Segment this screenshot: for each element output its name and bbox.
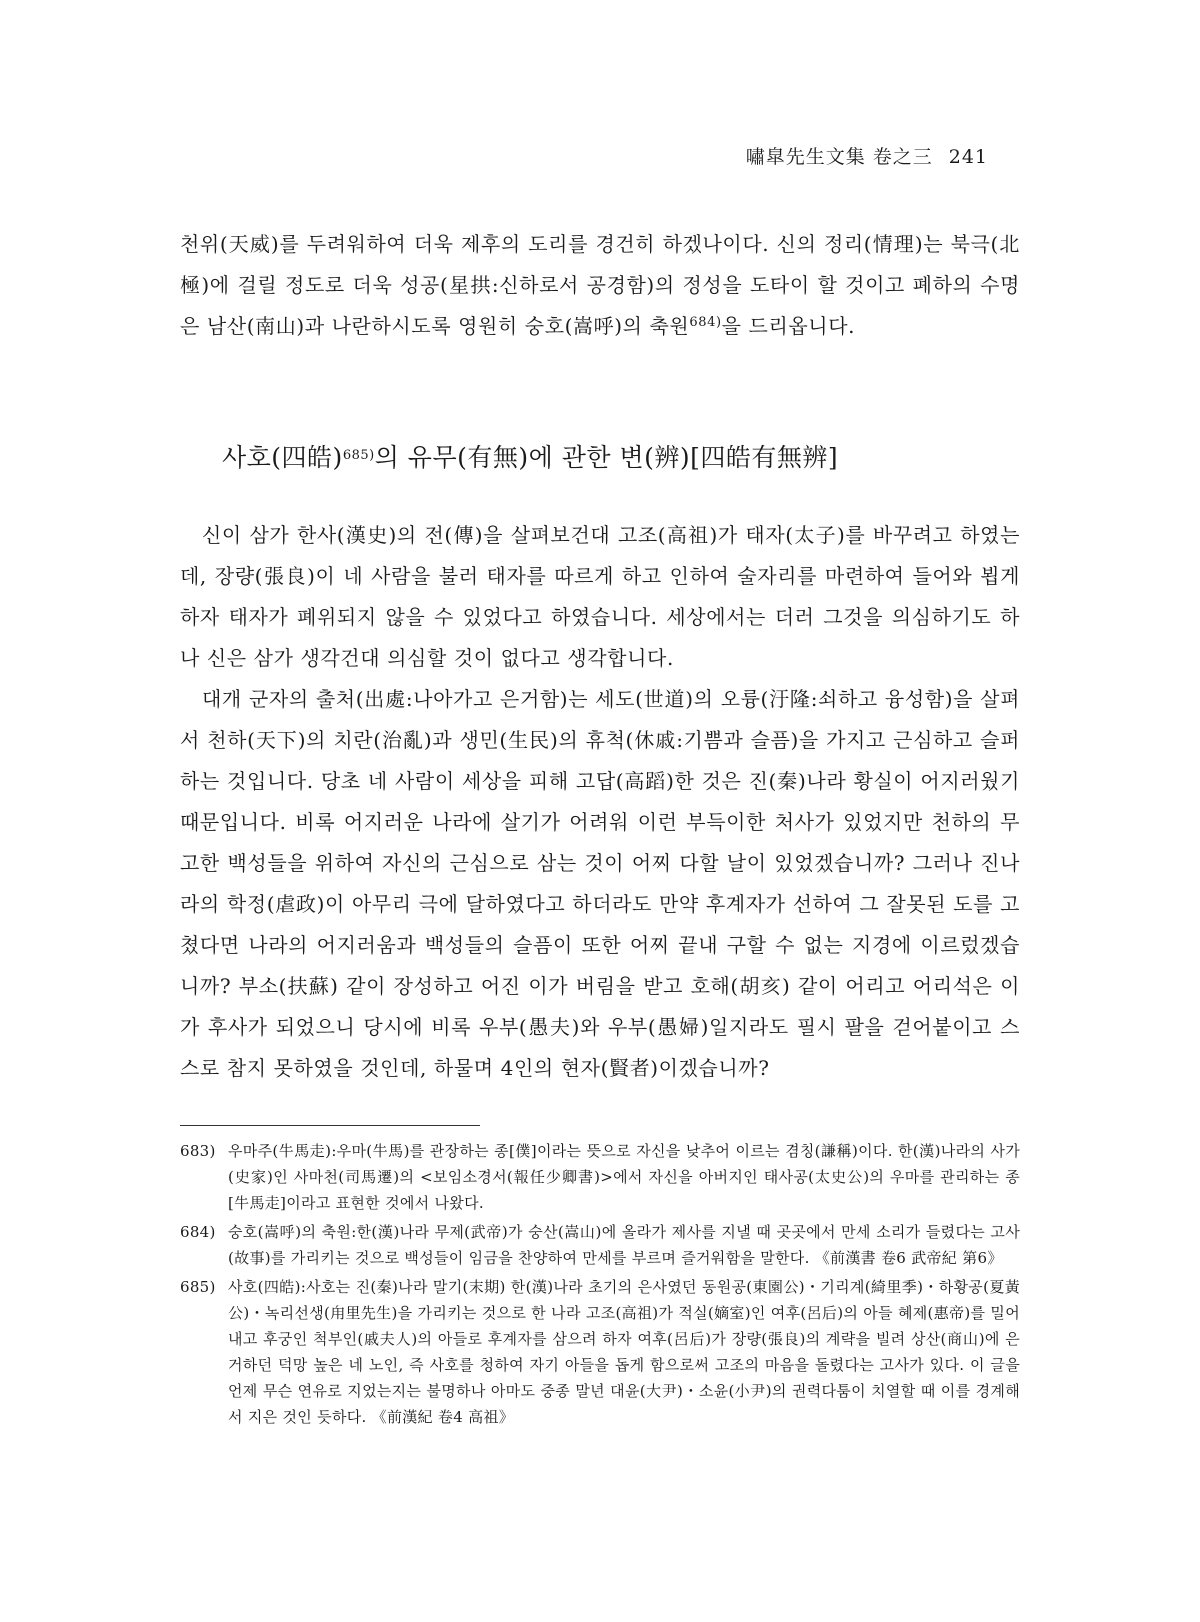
body-paragraph-2: 대개 군자의 출처(出處:나아가고 은거함)는 세도(世道)의 오륭(汙隆:쇠하고 융성함)을 살펴서 천하(天下)의 치란(治亂)과 생민(生民)의 휴척(休戚:기쁨과 슬픔)을 가지고 근심하고 슬퍼하는 것입니다. 당초 네 사람이 세상을 피해 고답(高蹈)한 것은 진(秦)나라 황실이 어지러웠기 때문입니다. 비록 어지러운 나라에 살기가 어려워 이런 부득이한 처사가 있었지만 천하의 무고한 백성들을 위하여 자신의 근심으로 삼는 것이 어찌 다할 날이 있었겠습니까? 그러나 진나라의 학정(虐政)이 아무리 극에 달하였다고 하더라도 만약 후계자가 선하여 그 잘못된 도를 고쳤다면 나라의 어지러움과 백성들의 슬픔이 또한 어찌 끝내 구할 수 없는 지경에 이르렀겠습니까? 부소(扶蘇) 같이 장성하고 어진 이가 버림을 받고 호해(胡亥) 같이 어리고 어리석은 이가 후사가 되었으니 당시에 비록 우부(愚夫)와 우부(愚婦)일지라도 필시 팔을 걷어붙이고 스스로 참지 못하였을 것인데, 하물며 4인의 현자(賢者)이겠습니까? — [180, 687, 1020, 1080]
footnote-divider — [180, 1125, 480, 1126]
body-paragraph-1: 신이 삼가 한사(漢史)의 전(傳)을 살펴보건대 고조(高祖)가 태자(太子)를 바꾸려고 하였는데, 장량(張良)이 네 사람을 불러 태자를 따르게 하고 인하여 술자리를 마련하여 들어와 뵙게 하자 태자가 폐위되지 않을 수 있었다고 하였습니다. 세상에서는 더러 그것을 의심하기도 하나 신은 삼가 생각건대 의심할 것이 없다고 생각합니다. — [180, 523, 1020, 670]
footnote-number: 685) — [180, 1278, 216, 1296]
running-header — [746, 142, 988, 169]
body-text-block — [180, 515, 1020, 1089]
continued-text-block — [180, 224, 1020, 347]
footnote-text: 사호(四皓):사호는 진(秦)나라 말기(末期) 한(漢)나라 초기의 은사였던 동원공(東園公)・기리계(綺里季)・하황공(夏黃公)・녹리선생(甪里先生)을 가리키는 것으로 한 나라 고조(高祖)가 적실(嫡室)인 여후(呂后)의 아들 혜제(惠帝)를 밀어내고 후궁인 척부인(戚夫人)의 아들로 후계자를 삼으려 하자 여후(呂后)가 장량(張良)의 계략을 빌려 상산(商山)에 은거하던 덕망 높은 네 노인, 즉 사호를 청하여 자기 아들을 돕게 함으로써 고조의 마음을 돌렸다는 고사가 있다. 이 글을 언제 무슨 연유로 지었는지는 불명하나 아마도 중종 말년 대윤(大尹)・소윤(小尹)의 권력다툼이 치열할 때 이를 경계해서 지은 것인 듯하다. 《前漢紀 卷4 高祖》 — [228, 1278, 1021, 1426]
footnote-number: 684) — [180, 1223, 216, 1241]
page-number: 241 — [948, 146, 988, 168]
footnotes — [180, 1138, 1020, 1433]
continued-paragraph: 천위(天威)를 두려워하여 더욱 제후의 도리를 경건히 하겠나이다. 신의 정리(情理)는 북극(北極)에 걸릴 정도로 더욱 성공(星拱:신하로서 공경함)의 정성을 도타이 할 것이고 폐하의 수명은 남산(南山)과 나란하시도록 영원히 숭호(嵩呼)의 축원$^{684)}$을 드리옵니다. — [180, 232, 1020, 338]
footnote-ref-684: 684) — [689, 315, 722, 330]
footnote-text: 우마주(牛馬走):우마(牛馬)를 관장하는 종[僕]이라는 뜻으로 자신을 낮추어 이르는 겸칭(謙稱)이다. 한(漢)나라의 사가(史家)인 사마천(司馬遷)의 <보임소경서(報任少卿書)>에서 자신을 아버지인 태사공(太史公)의 우마를 관리하는 종[牛馬走]이라고 표현한 것에서 나왔다. — [228, 1142, 1020, 1212]
footnote-text: 숭호(嵩呼)의 축원:한(漢)나라 무제(武帝)가 숭산(嵩山)에 올라가 제사를 지낼 때 곳곳에서 만세 소리가 들렸다는 고사(故事)를 가리키는 것으로 백성들이 임금을 찬양하여 만세를 부르며 즐거워함을 말한다. 《前漢書 卷6 武帝紀 第6》 — [228, 1223, 1020, 1267]
footnote-684 — [180, 1219, 1020, 1271]
footnote-ref-685: 685) — [342, 448, 375, 463]
footnote-683 — [180, 1138, 1020, 1216]
section-title: 사호(四皓)$^{685)}$의 유무(有無)에 관한 변(辨)[四皓有無辨] — [222, 443, 839, 472]
running-header-title: 嘯皐先生文集 卷之三 — [745, 146, 933, 168]
footnote-685 — [180, 1274, 1020, 1430]
footnote-number: 683) — [180, 1142, 216, 1160]
